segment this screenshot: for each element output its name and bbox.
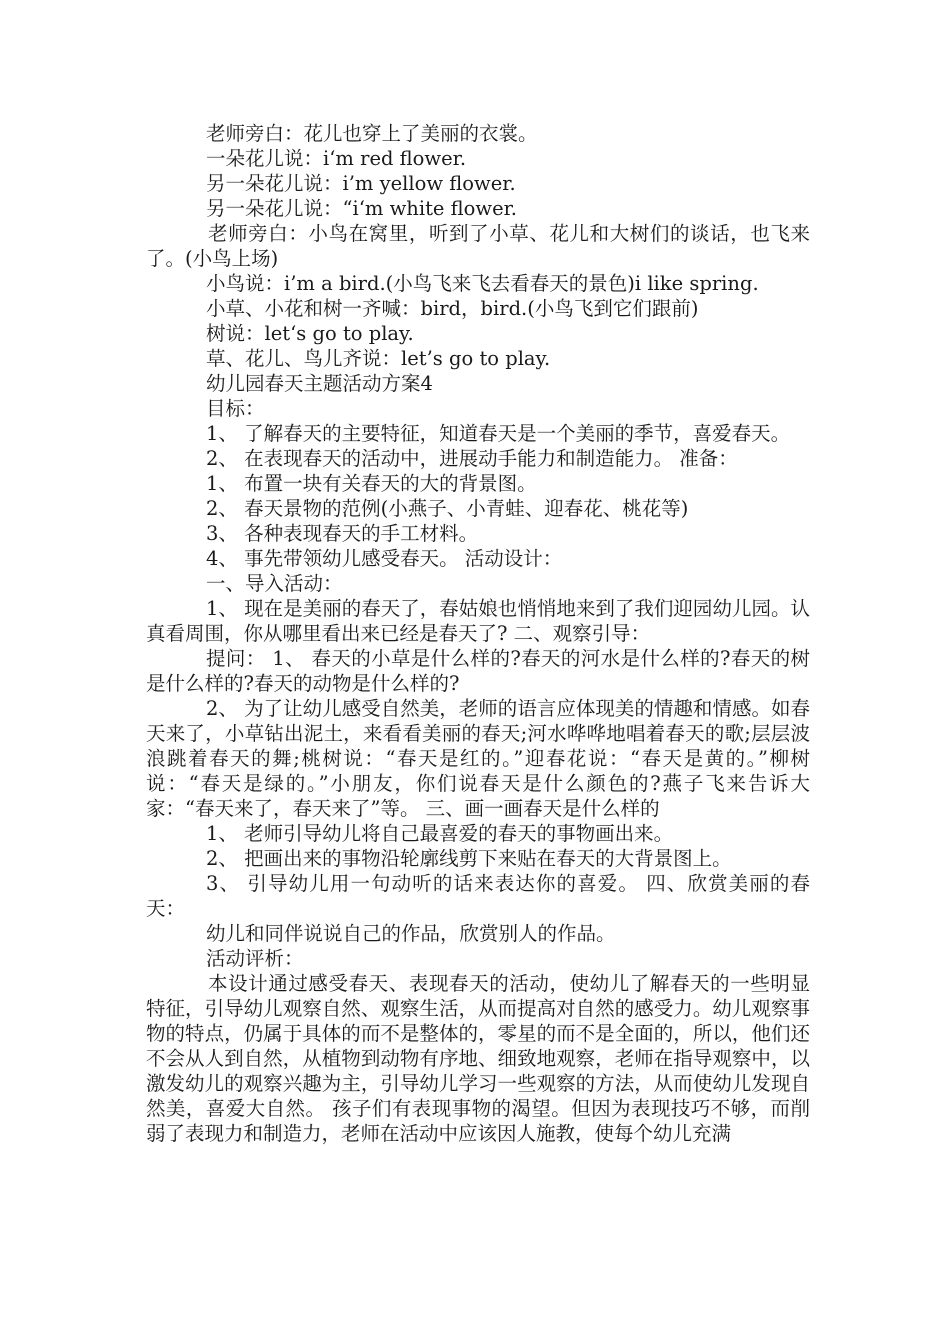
list-item: 1、 老师引导幼儿将自己最喜爱的春天的事物画出来。: [206, 822, 674, 845]
paragraph: 另一朵花儿说：i’m yellow flower.: [206, 172, 516, 195]
list-item: 2、 把画出来的事物沿轮廓线剪下来贴在春天的大背景图上。: [206, 847, 732, 870]
list-item: 2、 春天景物的范例(小燕子、小青蛙、迎春花、桃花等): [206, 497, 689, 520]
document-body: [146, 121, 810, 1146]
paragraph: 另一朵花儿说：“i‘m white flower.: [206, 197, 518, 220]
list-item: 4、 事先带领幼儿感受春天。 活动设计：: [206, 547, 563, 570]
list-item: 1、 现在是美丽的春天了，春姑娘也悄悄地来到了我们迎园幼儿园。认真看周围，你从哪里看出来已经是春天了? 二、观察引导：: [146, 597, 810, 645]
subheading-goals: 目标：: [206, 397, 265, 420]
list-item: 1、 布置一块有关春天的大的背景图。: [206, 472, 537, 495]
subheading-intro: 一、导入活动：: [206, 572, 343, 595]
paragraph: 老师旁白：花儿也穿上了美丽的衣裳。: [206, 122, 538, 145]
paragraph: 小草、小花和树一齐喊：bird，bird.(小鸟飞到它们跟前): [206, 297, 699, 320]
section-heading: 幼儿园春天主题活动方案4: [206, 372, 433, 395]
paragraph: 提问： 1、 春天的小草是什么样的?春天的河水是什么样的?春天的树是什么样的?春天的动物是什么样的?: [146, 647, 810, 695]
list-item: 3、 各种表现春天的手工材料。: [206, 522, 479, 545]
subheading-evaluation: 活动评析：: [206, 947, 304, 970]
paragraph: 幼儿和同伴说说自己的作品，欣赏别人的作品。: [206, 922, 616, 945]
paragraph: 小鸟说：i’m a bird.(小鸟飞来飞去看春天的景色)i like spring.: [206, 272, 759, 295]
list-item: 2、 在表现春天的活动中，进展动手能力和制造能力。 准备：: [206, 447, 738, 470]
list-item: 2、 为了让幼儿感受自然美，老师的语言应体现美的情趣和情感。如春天来了，小草钻出泥土，来看看美丽的春天;河水哗哗地唱着春天的歌;层层波浪跳着春天的舞;桃树说：“春天是红的。”迎春花说：“春天是黄的。”柳树说：“春天是绿的。”小朋友，你们说春天是什么颜色的?燕子飞来告诉大家：“春天来了，春天来了”等。 三、画一画春天是什么样的: [146, 697, 810, 820]
paragraph: 树说：let‘s go to play.: [206, 322, 414, 345]
paragraph: 老师旁白：小鸟在窝里，听到了小草、花儿和大树们的谈话，也飞来了。(小鸟上场): [146, 222, 810, 270]
paragraph: 本设计通过感受春天、表现春天的活动，使幼儿了解春天的一些明显特征，引导幼儿观察自然、观察生活，从而提高对自然的感受力。幼儿观察事物的特点，仍属于具体的而不是整体的，零星的而不是全面的，所以，他们还不会从人到自然，从植物到动物有序地、细致地观察，老师在指导观察中，以激发幼儿的观察兴趣为主，引导幼儿学习一些观察的方法，从而使幼儿发现自然美，喜爱大自然。 孩子们有表现事物的渴望。但因为表现技巧不够，而削弱了表现力和制造力，老师在活动中应该因人施教，使每个幼儿充满: [146, 972, 810, 1145]
list-item: 3、 引导幼儿用一句动听的话来表达你的喜爱。 四、欣赏美丽的春天：: [146, 872, 810, 920]
list-item: 1、 了解春天的主要特征，知道春天是一个美丽的季节，喜爱春天。: [206, 422, 791, 445]
paragraph: 草、花儿、鸟儿齐说：let’s go to play.: [206, 347, 551, 370]
paragraph: 一朵花儿说：i‘m red flower.: [206, 147, 467, 170]
